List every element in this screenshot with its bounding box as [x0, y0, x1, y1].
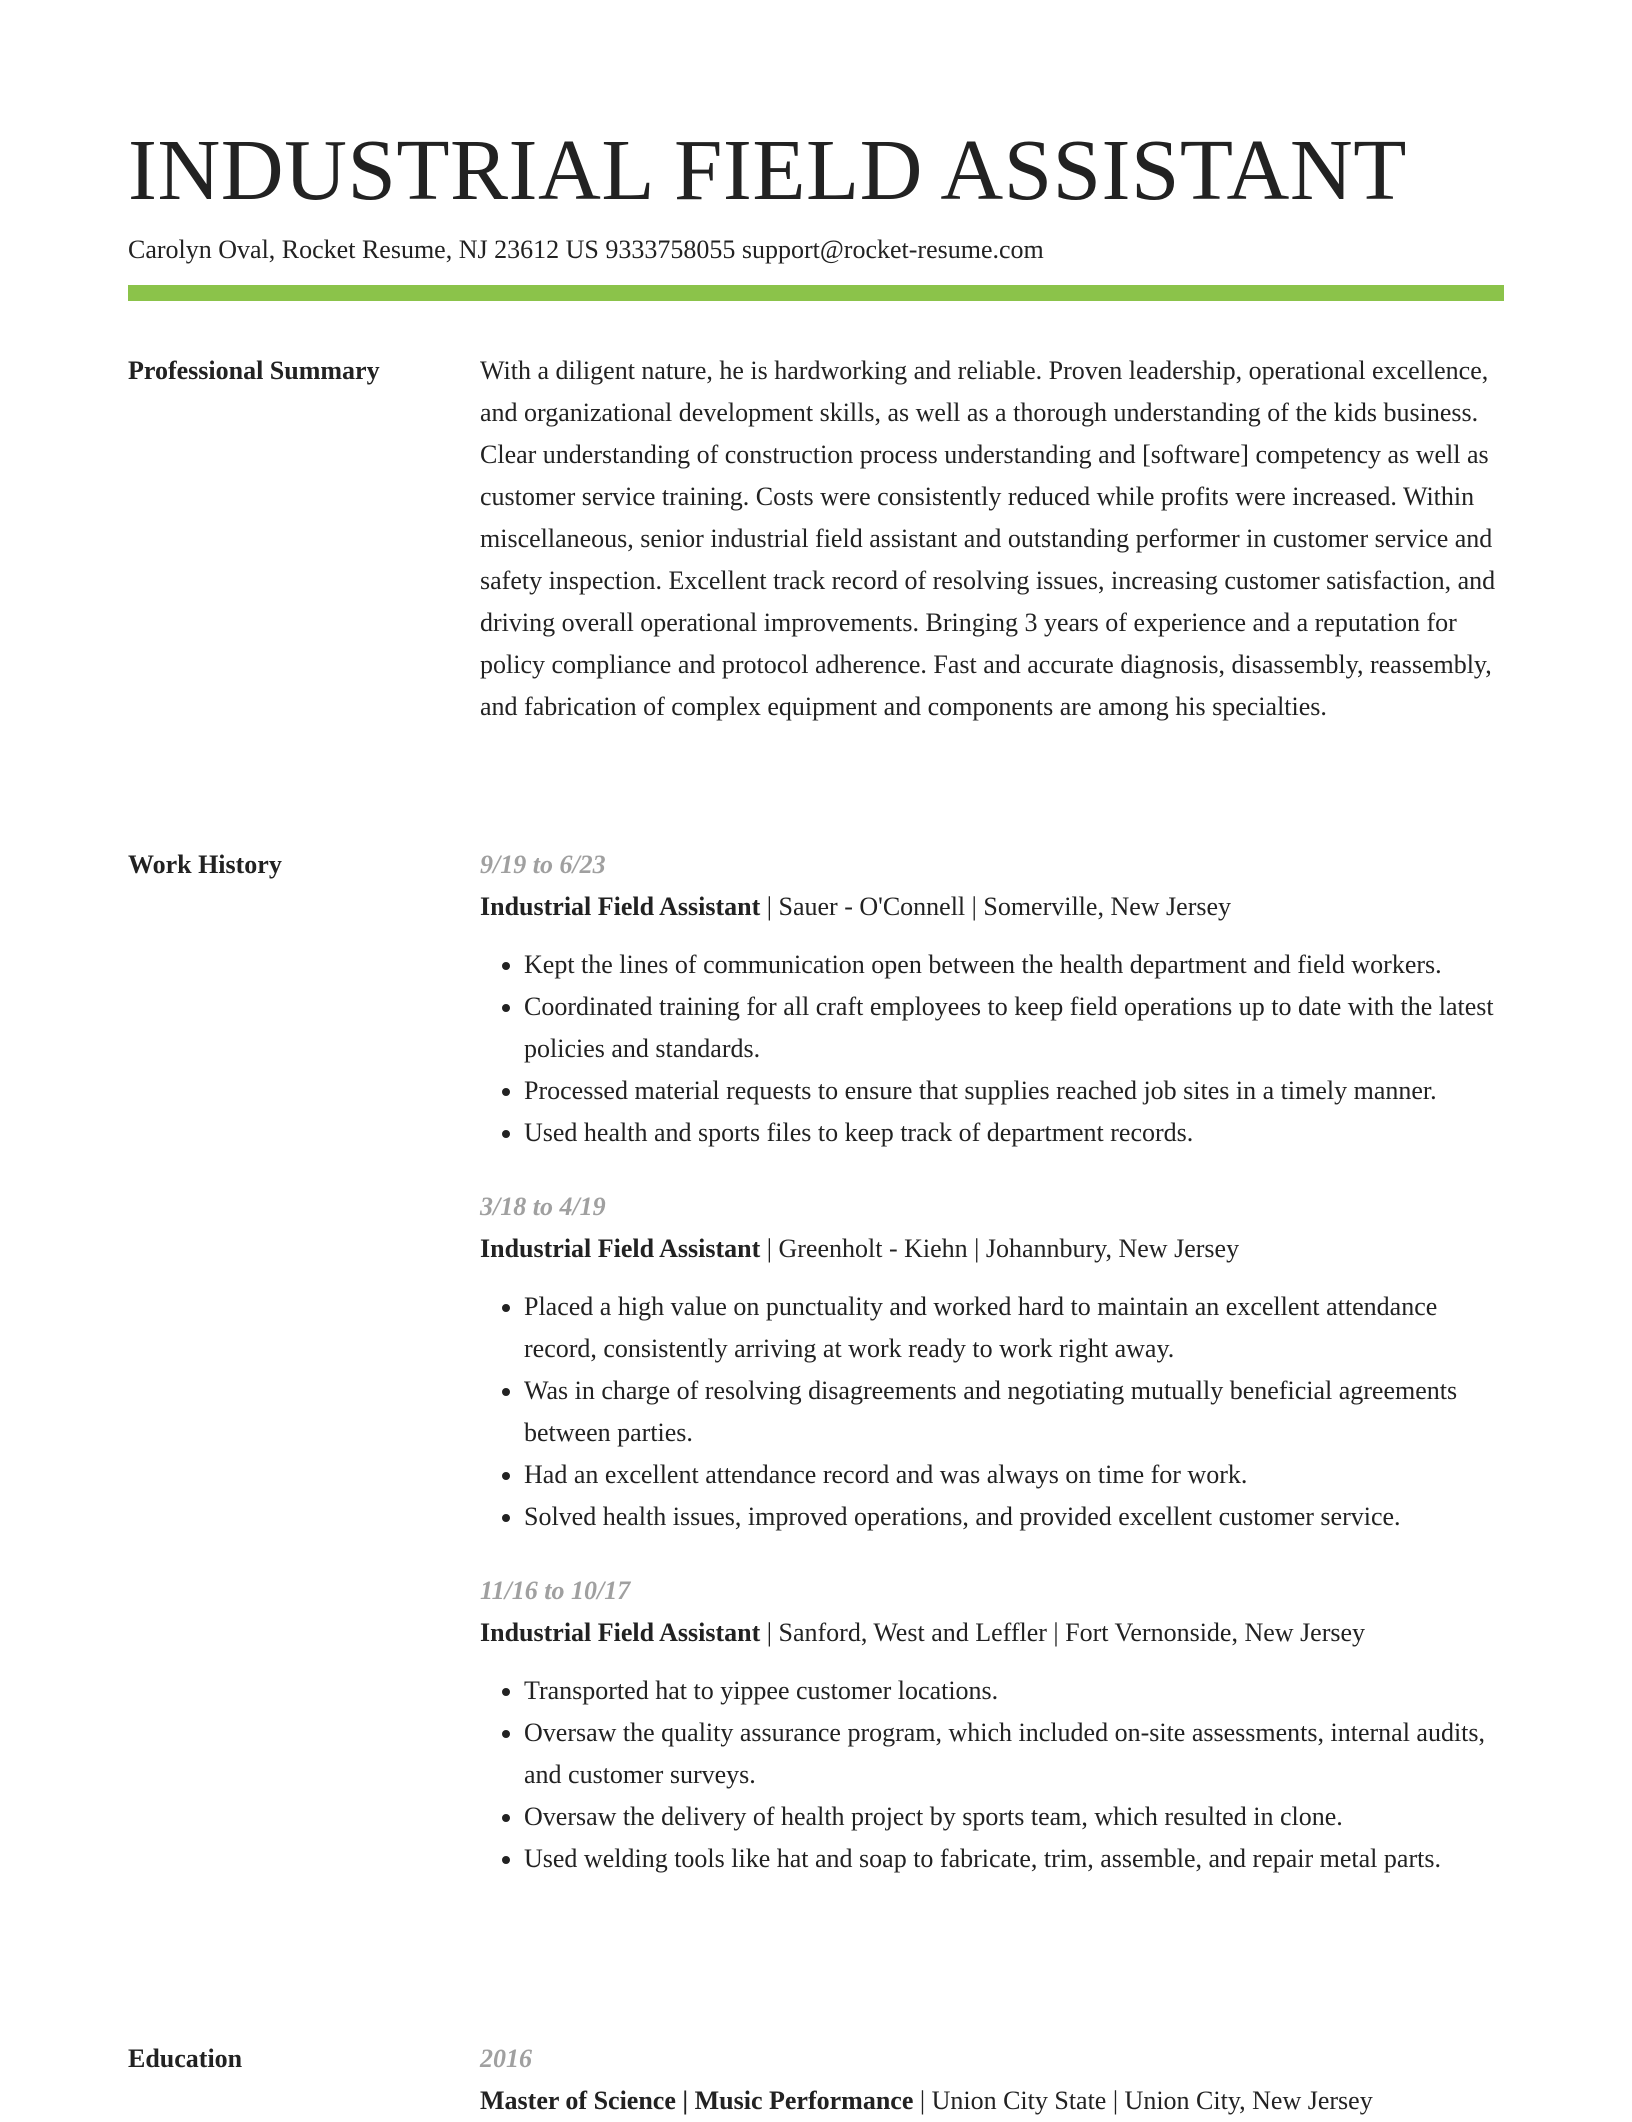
education-heading: Education: [128, 2044, 243, 2073]
job-entry: [480, 1570, 1504, 1880]
job-bullet: • Had an excellent attendance record and was always on time for work.: [524, 1454, 1504, 1496]
job-role-line: [480, 1612, 1504, 1654]
job-bullet: • Used health and sports files to keep track of department records.: [524, 1112, 1504, 1154]
job-bullet: • Kept the lines of communication open between the health department and field workers.: [524, 944, 1504, 986]
job-bullet: • Transported hat to yippee customer locations.: [524, 1670, 1504, 1712]
job-bullets: [480, 1286, 1504, 1538]
summary-heading: Professional Summary: [128, 356, 380, 385]
job-role-line: [480, 886, 1504, 928]
job-bullets: [480, 1670, 1504, 1880]
job-entry: [480, 844, 1504, 1154]
job-bullet: • Processed material requests to ensure that supplies reached job sites in a timely manner.: [524, 1070, 1504, 1112]
job-bullet: • Solved health issues, improved operations, and provided excellent customer service.: [524, 1496, 1504, 1538]
job-dates: 11/16 to 10/17: [480, 1576, 631, 1605]
education-school-location: | Union City State | Union City, New Jersey: [913, 2086, 1373, 2115]
contact-line: Carolyn Oval, Rocket Resume, NJ 23612 US 9333758055 support@rocket-resume.com: [128, 235, 1044, 264]
job-dates: 9/19 to 6/23: [480, 850, 606, 879]
education-degree-line: [480, 2080, 1504, 2122]
job-role-line: [480, 1228, 1504, 1270]
job-entry: [480, 1186, 1504, 1538]
job-title: Industrial Field Assistant: [480, 1618, 761, 1647]
header-accent-rule: [128, 285, 1504, 301]
job-title: Industrial Field Assistant: [480, 892, 761, 921]
education-year: 2016: [480, 2044, 532, 2073]
job-dates: 3/18 to 4/19: [480, 1192, 606, 1221]
job-bullet: • Placed a high value on punctuality and worked hard to maintain an excellent attendance record, consistently arriving at work ready to work right away.: [524, 1286, 1504, 1370]
job-bullet: • Was in charge of resolving disagreements and negotiating mutually beneficial agreements between parties.: [524, 1370, 1504, 1454]
education-degree: Master of Science | Music Performance: [480, 2086, 914, 2115]
job-employer-location: | Greenholt - Kiehn | Johannbury, New Jersey: [760, 1234, 1240, 1263]
job-employer-location: | Sanford, West and Leffler | Fort Vernonside, New Jersey: [760, 1618, 1366, 1647]
job-employer-location: | Sauer - O'Connell | Somerville, New Jersey: [760, 892, 1232, 921]
job-bullet: • Oversaw the delivery of health project by sports team, which resulted in clone.: [524, 1796, 1504, 1838]
job-bullet: • Oversaw the quality assurance program, which included on-site assessments, internal audits, and customer surveys.: [524, 1712, 1504, 1796]
summary-body: [480, 350, 1504, 728]
job-bullets: [480, 944, 1504, 1154]
job-title: Industrial Field Assistant: [480, 1234, 761, 1263]
summary-text: With a diligent nature, he is hardworking and reliable. Proven leadership, operational excellence, and organizational development skills, as well as a thorough understanding of the kids business. Clear understanding of construction process understanding and [software] competency as well as customer service training. Costs were consistently reduced while profits were increased. Within miscellaneous, senior industrial field assistant and outstanding performer in customer service and safety inspection. Excellent track record of resolving issues, increasing customer satisfaction, and driving overall operational improvements. Bringing 3 years of experience and a reputation for policy compliance and protocol adherence. Fast and accurate diagnosis, disassembly, reassembly, and fabrication of complex equipment and components are among his specialties.: [480, 356, 1496, 721]
work-history-heading: Work History: [128, 850, 282, 879]
resume-title: INDUSTRIAL FIELD ASSISTANT: [128, 121, 1407, 218]
job-bullet: • Coordinated training for all craft employees to keep field operations up to date with the latest policies and standards.: [524, 986, 1504, 1070]
education-body: [480, 2038, 1504, 2122]
job-bullet: • Used welding tools like hat and soap to fabricate, trim, assemble, and repair metal parts.: [524, 1838, 1504, 1880]
work-history-body: [480, 844, 1504, 1912]
